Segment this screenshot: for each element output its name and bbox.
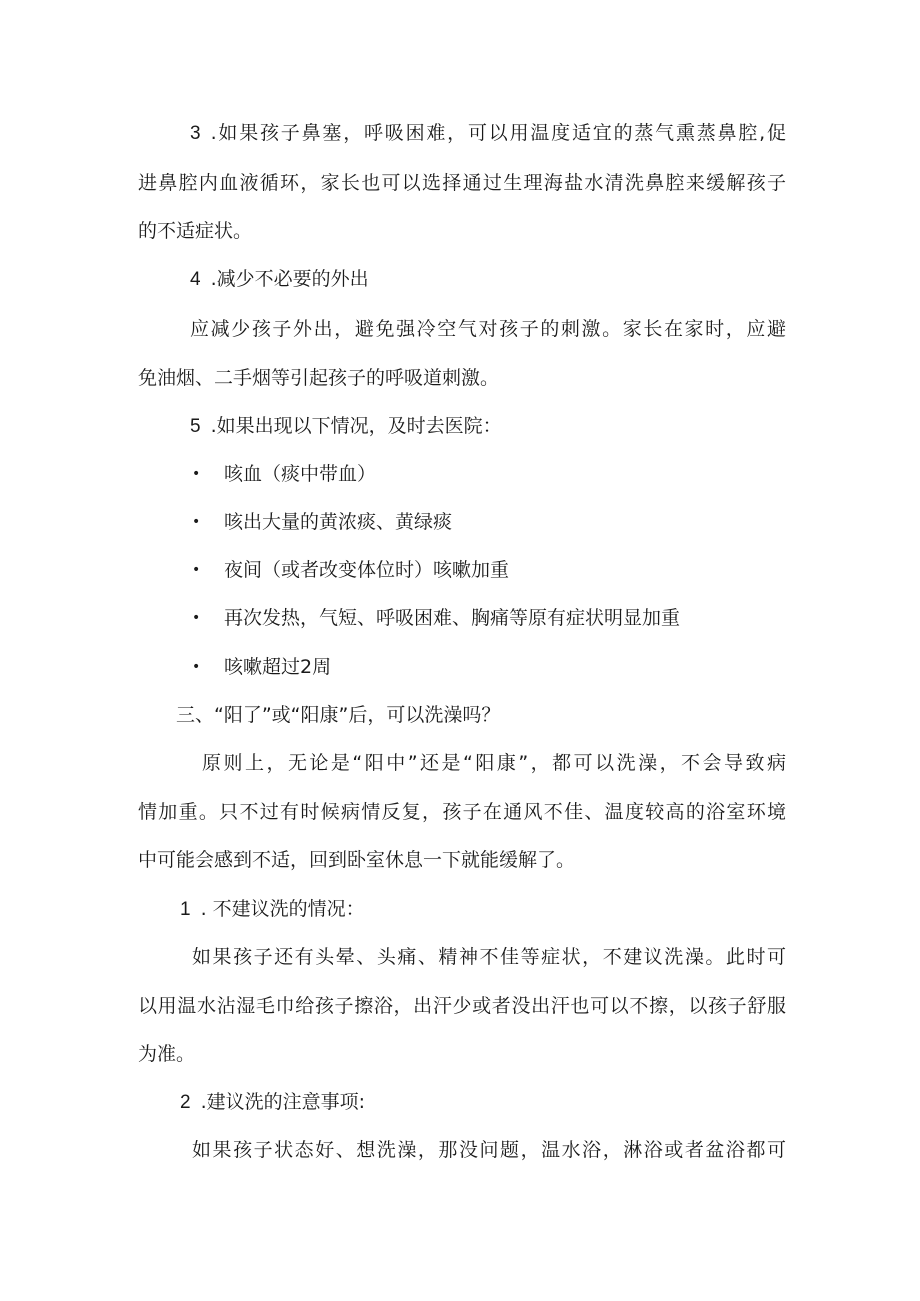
list-item-text: 咳出大量的黄浓痰、黄绿痰 bbox=[224, 511, 453, 533]
sub-item-1-heading bbox=[180, 896, 786, 923]
paragraph-4-line-2: 免油烟、二手烟等引起孩子的呼吸道刺激。 bbox=[138, 367, 500, 389]
list-item bbox=[192, 605, 680, 631]
list-item bbox=[192, 654, 331, 680]
section-3-line-2: 情加重。只不过有时候病情反复，孩子在通风不佳、温度较高的浴室环境 bbox=[138, 801, 786, 823]
item-number: 2 bbox=[180, 1092, 191, 1113]
section-3-line-1: 原则上，无论是“阳中”还是“阳康”，都可以洗澡，不会导致病 bbox=[202, 752, 786, 774]
bullet-icon: • bbox=[192, 610, 201, 626]
paragraph-3-line-3: 的不适症状。 bbox=[138, 220, 253, 242]
sub-item-1-line-3: 为准。 bbox=[138, 1043, 196, 1065]
bullet-icon: • bbox=[192, 562, 201, 578]
list-item-text: 再次发热，气短、呼吸困难、胸痛等原有症状明显加重 bbox=[224, 607, 681, 629]
bullet-icon: • bbox=[192, 659, 201, 675]
item-number: 5 bbox=[190, 416, 201, 437]
paragraph-text: .如果孩子鼻塞，呼吸困难，可以用温度适宜的蒸气熏蒸鼻腔,促 bbox=[210, 122, 786, 144]
list-item-text: 夜间（或者改变体位时）咳嗽加重 bbox=[224, 559, 510, 581]
bullet-icon: • bbox=[192, 514, 201, 530]
sub-item-2-line-1: 如果孩子状态好、想洗澡，那没问题，温水浴，淋浴或者盆浴都可 bbox=[192, 1139, 786, 1161]
list-item-text: 咳嗽超过2周 bbox=[224, 656, 332, 678]
list-item bbox=[192, 557, 509, 583]
paragraph-3-line-2: 进鼻腔内血液循环，家长也可以选择通过生理海盐水清洗鼻腔来缓解孩子 bbox=[138, 172, 786, 194]
item-number: 4 bbox=[190, 269, 201, 290]
section-3-line-3: 中可能会感到不适，回到卧室休息一下就能缓解了。 bbox=[138, 849, 576, 871]
bullet-icon: • bbox=[192, 466, 201, 482]
sub-item-1-line-2: 以用温水沾湿毛巾给孩子擦浴，出汗少或者没出汗也可以不擦，以孩子舒服 bbox=[138, 995, 786, 1017]
paragraph-4-line-1: 应减少孩子外出，避免强冷空气对孩子的刺激。家长在家时，应避 bbox=[190, 318, 786, 340]
list-item-text: 咳血（痰中带血） bbox=[224, 463, 377, 485]
sub-item-1-line-1: 如果孩子还有头晕、头痛、精神不佳等症状，不建议洗澡。此时可 bbox=[192, 946, 786, 968]
item-number: 1 bbox=[180, 899, 191, 920]
heading-text: .建议洗的注意事项: bbox=[200, 1091, 366, 1113]
list-item bbox=[192, 461, 376, 487]
heading-text: . 不建议洗的情况： bbox=[200, 898, 365, 920]
item-4-heading bbox=[190, 266, 786, 293]
heading-text: .减少不必要的外出 bbox=[210, 268, 369, 290]
item-number: 3 bbox=[190, 123, 201, 144]
item-5-heading bbox=[190, 413, 786, 440]
paragraph-3-line-1 bbox=[190, 120, 786, 147]
section-3-heading: 三、“阳了”或“阳康”后，可以洗澡吗？ bbox=[176, 704, 501, 726]
sub-item-2-heading bbox=[180, 1089, 786, 1116]
list-item bbox=[192, 509, 452, 535]
heading-text: .如果出现以下情况，及时去医院： bbox=[210, 415, 502, 437]
